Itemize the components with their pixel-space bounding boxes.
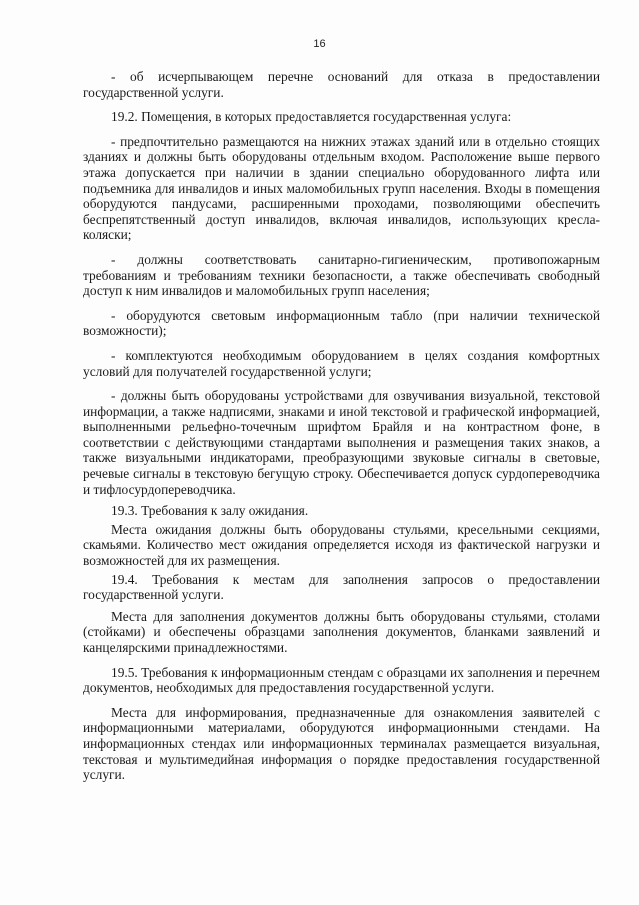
- paragraph-19-3-heading: 19.3. Требования к залу ожидания.: [111, 503, 309, 519]
- paragraph-premises-info-board: - оборудуются световым информационным табло (при наличии технической возможности);: [83, 307, 600, 339]
- page-number: 16: [313, 38, 326, 50]
- paragraph-premises-equipment: - комплектуются необходимым оборудованием в целях создания комфортных условий для получателей государственной услуги;: [83, 347, 600, 379]
- document-body: [83, 69, 600, 783]
- paragraph-refusal-grounds: - об исчерпывающем перечне оснований для отказа в предоставлении государственной услуги.: [83, 69, 600, 100]
- paragraph-premises-location: - предпочтительно размещаются на нижних этажах зданий или в отдельно стоящих зданиях и должны быть оборудованы отдельным входом. Расположение выше первого этажа допускается при наличии в здании специально оборудованного лифта или подъемника для инвалидов и иных маломобильных групп населения. Входы в помещения оборудуются пандусами, расширенными проходами, позволяющими обеспечить беспрепятственный доступ инвалидов, включая инвалидов, использующих кресла-коляски;: [83, 133, 600, 243]
- paragraph-premises-accessibility-devices: - должны быть оборудованы устройствами для озвучивания визуальной, текстовой информации, а также надписями, знаками и иной текстовой и графической информацией, выполненными рельефно-точечным шрифтом Брайля и на контрастном фоне, в соответствии с действующими стандартами выполнения и размещения таких знаков, а также визуальными индикаторами, преобразующими звуковые сигналы в световые, речевые сигналы в текстовую бегущую строку. Обеспечивается допуск сурдопереводчика и тифлосурдопереводчика.: [83, 388, 600, 497]
- paragraph-19-4-heading: 19.4. Требования к местам для заполнения запросов о предоставлении государственной услуги.: [83, 571, 600, 603]
- paragraph-information-stands: Места для информирования, предназначенные для ознакомления заявителей с информационными материалами, оборудуются информационными стендами. На информационных стендах или информационных терминалах размещается визуальная, текстовая и мультимедийная информация о порядке предоставления государственной услуги.: [83, 704, 600, 783]
- paragraph-19-2-heading: 19.2. Помещения, в которых предоставляется государственная услуга:: [111, 109, 512, 125]
- paragraph-waiting-area: Места ожидания должны быть оборудованы стульями, кресельными секциями, скамьями. Количество мест ожидания определяется исходя из фактической нагрузки и возможностей для их размещения.: [83, 521, 600, 569]
- paragraph-form-filling-places: Места для заполнения документов должны быть оборудованы стульями, столами (стойками) и обеспечены образцами заполнения документов, бланками заявлений и канцелярскими принадлежностями.: [83, 608, 600, 655]
- paragraph-19-5-heading: 19.5. Требования к информационным стендам с образцами их заполнения и перечнем документов, необходимых для предоставления государственной услуги.: [83, 664, 600, 696]
- paragraph-premises-safety: - должны соответствовать санитарно-гигиеническим, противопожарным требованиям и требованиям техники безопасности, а также обеспечивать свободный доступ к ним инвалидов и маломобильных групп населения;: [83, 251, 600, 299]
